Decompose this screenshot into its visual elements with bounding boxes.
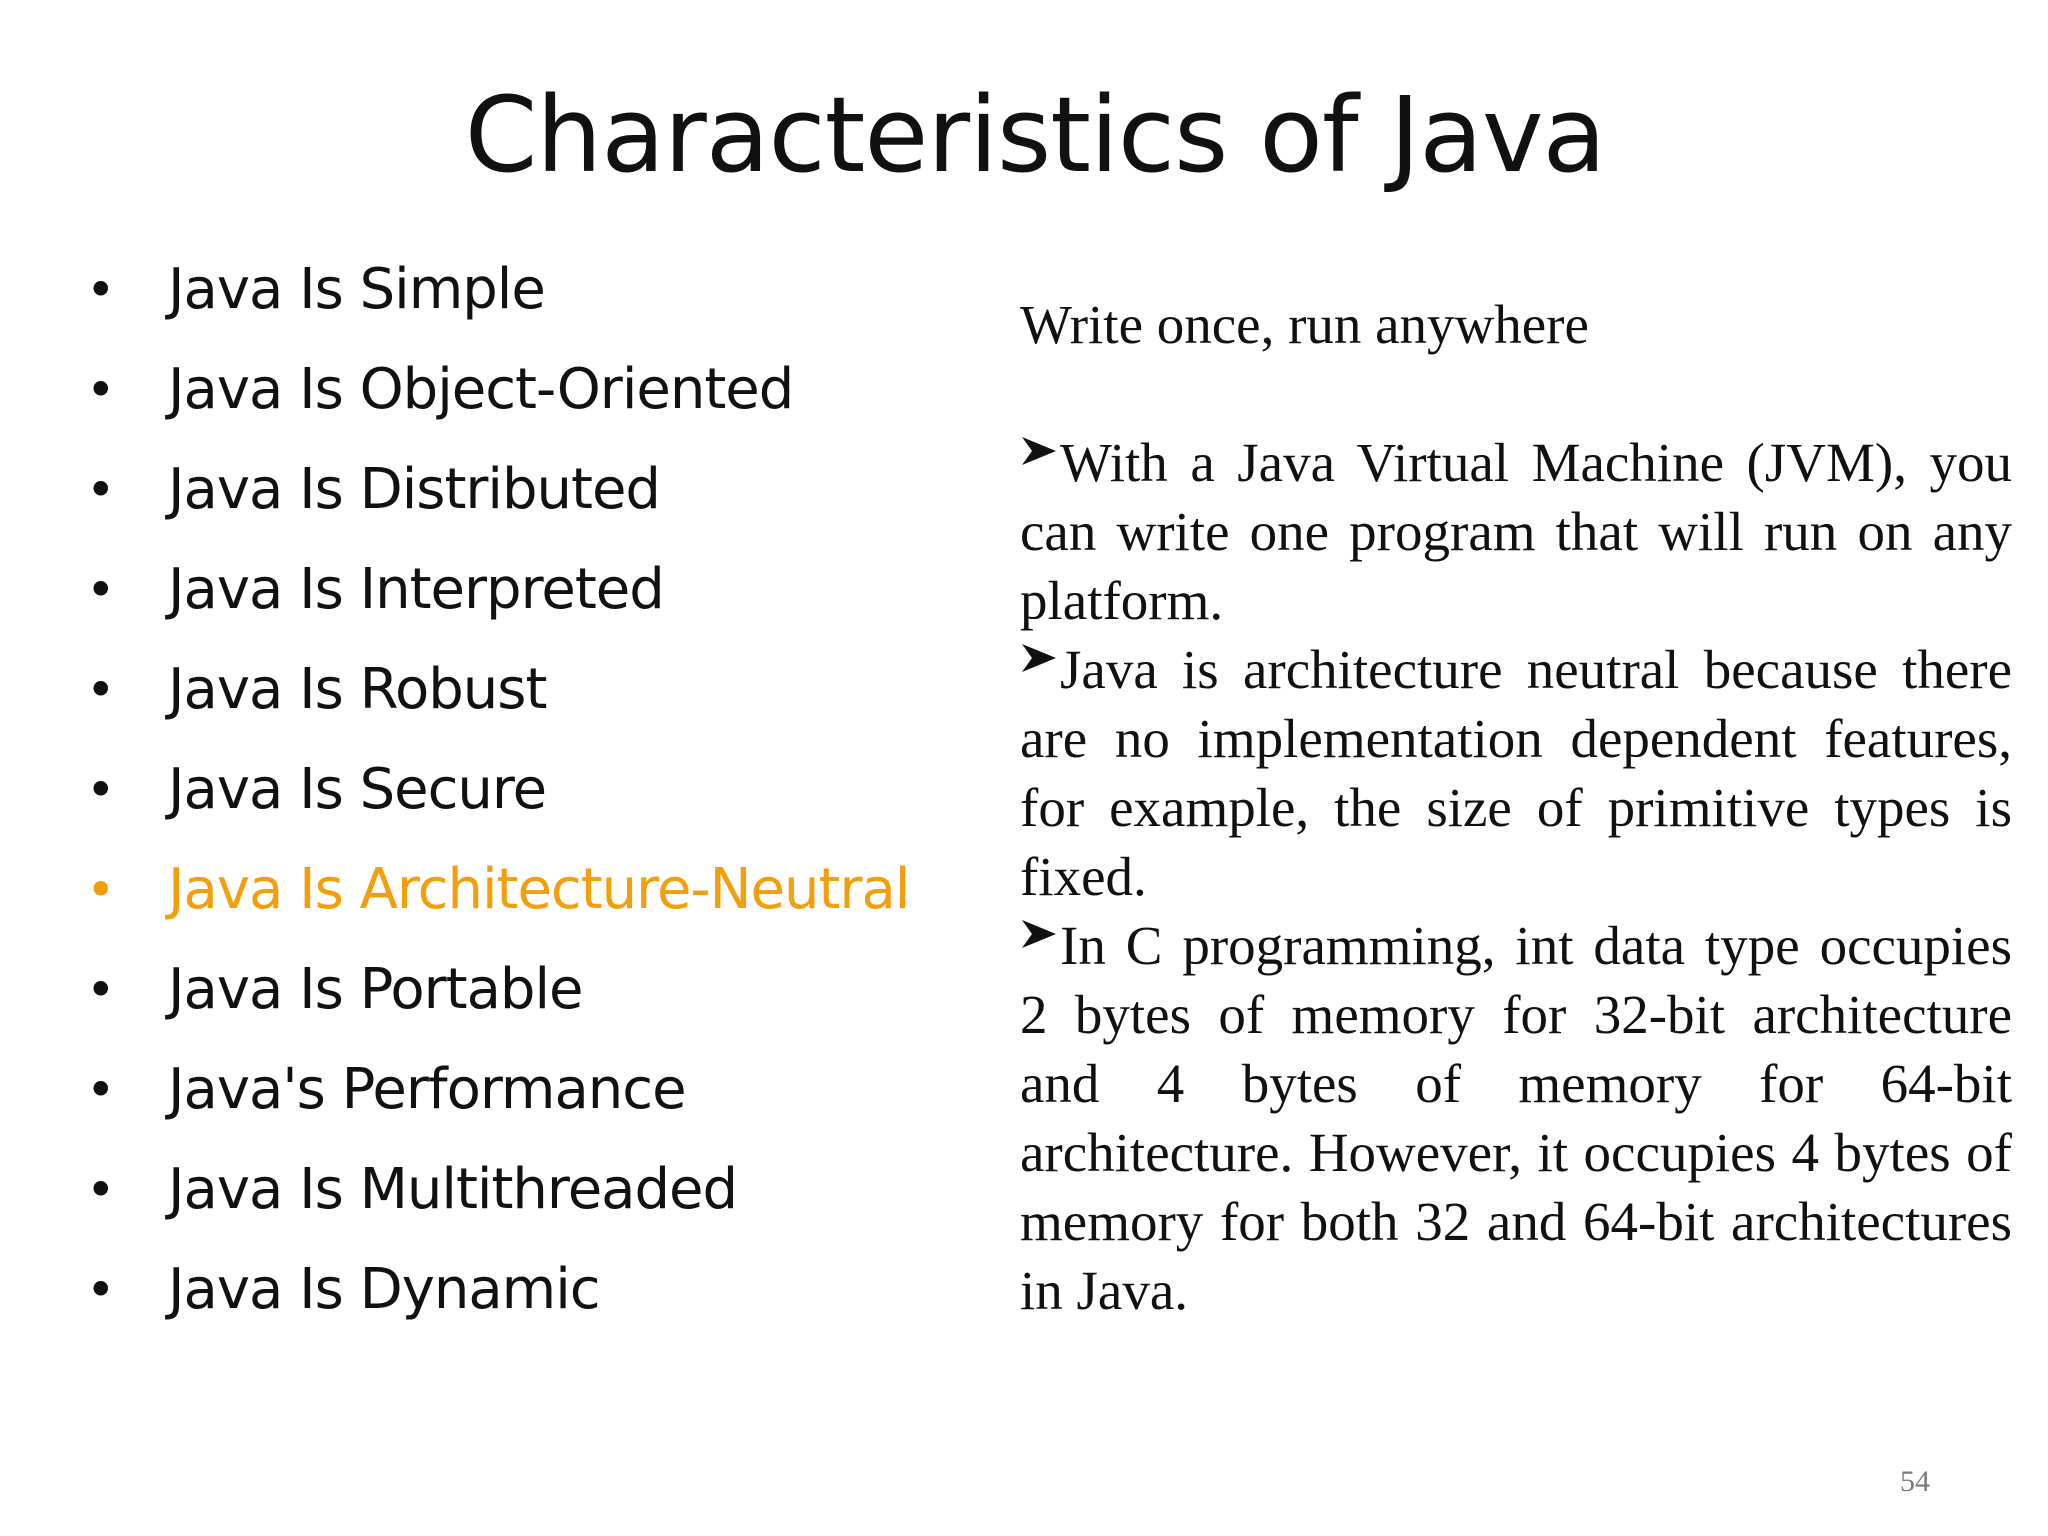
bullet-dot-icon: •: [86, 361, 115, 419]
list-item-label: Java Is Architecture-Neutral: [168, 857, 910, 922]
list-item: [86, 1040, 986, 1140]
explanation-panel: [1020, 290, 2012, 1325]
arrow-right-icon: [1020, 642, 1058, 674]
list-item: [86, 340, 986, 440]
list-item-label: Java Is Simple: [168, 257, 545, 322]
explanation-paragraph: [1020, 911, 2012, 1325]
page-number: 54: [1900, 1465, 1930, 1498]
arrow-right-icon: [1020, 918, 1058, 950]
list-item-label: Java Is Multithreaded: [168, 1157, 738, 1222]
explanation-paragraph: [1020, 635, 2012, 911]
bullet-dot-icon: •: [86, 861, 115, 919]
bullet-dot-icon: •: [86, 961, 115, 1019]
bullet-dot-icon: •: [86, 461, 115, 519]
bullet-dot-icon: •: [86, 1061, 115, 1119]
list-item: [86, 940, 986, 1040]
list-item-label: Java Is Dynamic: [168, 1257, 600, 1322]
list-item: [86, 840, 986, 940]
explanation-paragraph: [1020, 428, 2012, 635]
list-item: [86, 440, 986, 540]
characteristics-list: [86, 240, 986, 1340]
bullet-dot-icon: •: [86, 1261, 115, 1319]
explanation-text: Java is architecture neutral because there are no implementation dependent features, for example, the size of primitive types is fixed.: [1020, 639, 2012, 907]
bullet-dot-icon: •: [86, 561, 115, 619]
list-item-label: Java Is Secure: [168, 757, 547, 822]
list-item: [86, 740, 986, 840]
arrow-right-icon: [1020, 435, 1058, 467]
list-item: [86, 1140, 986, 1240]
bullet-dot-icon: •: [86, 761, 115, 819]
bullet-dot-icon: •: [86, 661, 115, 719]
bullet-dot-icon: •: [86, 1161, 115, 1219]
list-item: [86, 240, 986, 340]
tagline: Write once, run anywhere: [1020, 294, 1589, 355]
list-item-label: Java Is Distributed: [168, 457, 660, 522]
list-item-label: Java Is Portable: [168, 957, 583, 1022]
explanation-text: In C programming, int data type occupies 2 bytes of memory for 32-bit architecture and 4 bytes of memory for 64-bit architecture. However, it occupies 4 bytes of memory for both 32 and 64-bit architectures in Java.: [1020, 915, 2012, 1321]
bullet-dot-icon: •: [86, 261, 115, 319]
list-item-label: Java Is Object-Oriented: [168, 357, 794, 422]
explanation-text: With a Java Virtual Machine (JVM), you can write one program that will run on any platform.: [1020, 432, 2012, 631]
list-item-label: Java's Performance: [168, 1057, 686, 1122]
list-item: [86, 1240, 986, 1340]
list-item: [86, 540, 986, 640]
slide-title: Characteristics of Java: [464, 74, 1606, 196]
list-item-label: Java Is Interpreted: [168, 557, 664, 622]
list-item: [86, 640, 986, 740]
list-item-label: Java Is Robust: [168, 657, 547, 722]
